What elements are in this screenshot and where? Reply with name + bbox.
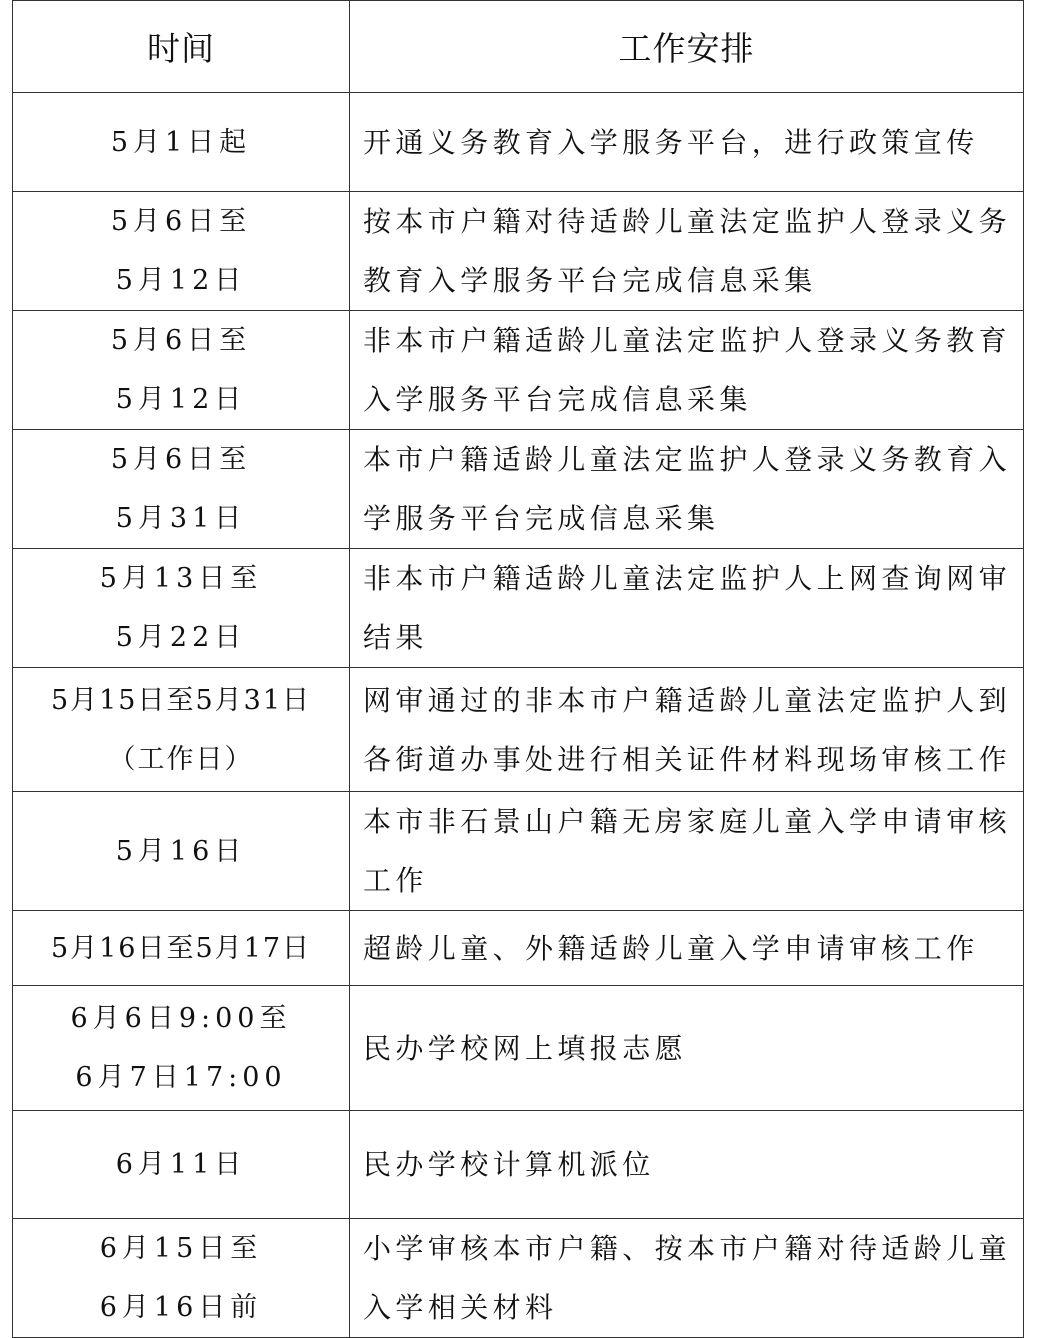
table-row [13,93,1024,192]
task-line: 按本市户籍对待适龄儿童法定监护人登录义务 [363,205,1012,238]
table-row [13,1219,1024,1338]
task-line: 民办学校网上填报志愿 [363,1031,688,1065]
task-line: 工作 [363,864,428,897]
header-task: 工作安排 [350,1,1024,93]
task-cell [350,430,1024,549]
time-cell [13,911,350,986]
header-row [13,1,1024,93]
time-line: 6月11日 [115,1149,247,1180]
task-line: 非本市户籍适龄儿童法定监护人上网查询网审 [363,562,1012,595]
time-line: 5月13日至 [99,563,263,594]
table-row [13,549,1024,668]
time-cell [13,1111,350,1219]
time-cell [13,549,350,668]
schedule-table [12,0,1024,1338]
time-line: 5月6日至 [110,444,252,475]
time-cell [13,1219,350,1338]
task-line: 入学相关材料 [363,1291,558,1324]
task-line: 小学审核本市户籍、按本市户籍对待适龄儿童 [363,1232,1012,1265]
task-line: 本市户籍适龄儿童法定监护人登录义务教育入 [363,443,1012,476]
task-cell [350,986,1024,1111]
table-row [13,668,1024,792]
task-cell [350,93,1024,192]
time-line: 6月15日至 [99,1233,263,1264]
table-row [13,986,1024,1111]
task-cell [350,1219,1024,1338]
task-cell [350,911,1024,986]
task-cell [350,1111,1024,1219]
time-cell [13,792,350,911]
task-line: 非本市户籍适龄儿童法定监护人登录义务教育 [363,324,1012,357]
time-cell [13,986,350,1111]
task-cell [350,792,1024,911]
time-line: 6月6日9:00至 [70,1003,292,1034]
time-line: 5月22日 [115,622,247,653]
time-line: 5月16日 [115,835,247,867]
header-time: 时间 [13,1,350,93]
task-line: 入学服务平台完成信息采集 [363,383,752,416]
time-line: 5月15日至5月31日 [50,684,312,716]
task-line: 各街道办事处进行相关证件材料现场审核工作 [363,742,1012,776]
table-row [13,1111,1024,1219]
task-cell [350,311,1024,430]
task-line: 开通义务教育入学服务平台，进行政策宣传 [363,125,979,159]
task-cell [350,668,1024,792]
time-cell [13,430,350,549]
time-line: 6月16日前 [99,1292,263,1323]
task-line: 民办学校计算机派位 [363,1148,655,1181]
time-line: 5月16日至5月17日 [50,932,312,964]
task-cell [350,192,1024,311]
table-row [13,311,1024,430]
task-line: 学服务平台完成信息采集 [363,502,720,535]
time-cell [13,192,350,311]
time-line: （工作日） [108,743,254,775]
time-line: 5月31日 [115,503,247,534]
time-cell [13,311,350,430]
time-line: 5月1日起 [110,126,252,158]
task-line: 结果 [363,621,428,654]
table-row [13,430,1024,549]
task-cell [350,549,1024,668]
task-line: 本市非石景山户籍无房家庭儿童入学申请审核 [363,805,1012,838]
task-line: 超龄儿童、外籍适龄儿童入学申请审核工作 [363,931,979,965]
time-line: 5月12日 [115,265,247,296]
time-line: 5月6日至 [110,325,252,356]
time-line: 5月6日至 [110,206,252,237]
task-line: 教育入学服务平台完成信息采集 [363,264,817,297]
table-row [13,792,1024,911]
time-line: 6月7日17:00 [75,1062,287,1093]
time-line: 5月12日 [115,384,247,415]
time-cell [13,668,350,792]
task-line: 网审通过的非本市户籍适龄儿童法定监护人到 [363,683,1012,717]
table-row [13,911,1024,986]
time-cell [13,93,350,192]
table-row [13,192,1024,311]
